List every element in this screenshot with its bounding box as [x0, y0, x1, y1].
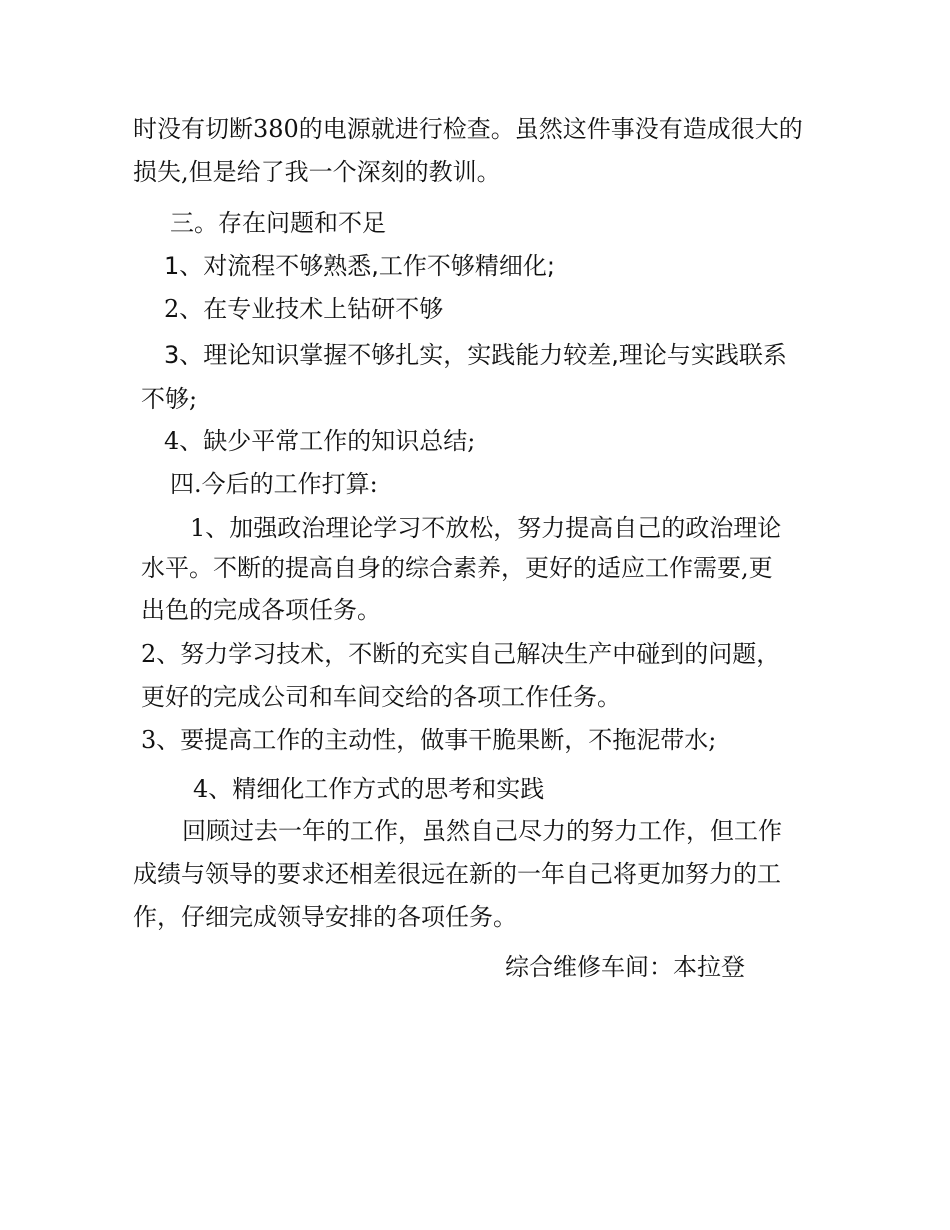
- list-item: 3、要提高工作的主动性，做事干脆果断，不拖泥带水;: [141, 726, 717, 754]
- section-heading: 三。存在问题和不足: [170, 209, 386, 237]
- paragraph-line: 时没有切断380的电源就进行检查。虽然这件事没有造成很大的: [133, 115, 803, 143]
- list-item-continuation: 水平。不断的提高自身的综合素养，更好的适应工作需要,更: [141, 554, 773, 582]
- list-item: 1、对流程不够熟悉,工作不够精细化;: [164, 252, 555, 280]
- list-item: 3、理论知识掌握不够扎实，实践能力较差,理论与实践联系: [164, 341, 787, 369]
- closing-paragraph-line: 回顾过去一年的工作，虽然自己尽力的努力工作，但工作: [182, 817, 782, 845]
- list-item: 4、精细化工作方式的思考和实践: [193, 775, 545, 803]
- list-item: 4、缺少平常工作的知识总结;: [164, 427, 476, 455]
- list-item-continuation: 不够;: [141, 385, 198, 413]
- list-item: 1、加强政治理论学习不放松，努力提高自己的政治理论: [190, 514, 782, 542]
- list-item: 2、在专业技术上钻研不够: [164, 295, 444, 323]
- list-item: 2、努力学习技术，不断的充实自己解决生产中碰到的问题，: [141, 640, 781, 668]
- closing-paragraph-line: 成绩与领导的要求还相差很远在新的一年自己将更加努力的工: [133, 860, 781, 888]
- section-heading: 四.今后的工作打算:: [170, 470, 378, 498]
- signature: 综合维修车间：本拉登: [505, 953, 745, 981]
- list-item-continuation: 更好的完成公司和车间交给的各项工作任务。: [141, 683, 621, 711]
- list-item-continuation: 出色的完成各项任务。: [141, 596, 381, 624]
- paragraph-line: 损失,但是给了我一个深刻的教训。: [133, 158, 501, 186]
- closing-paragraph-line: 作，仔细完成领导安排的各项任务。: [133, 903, 517, 931]
